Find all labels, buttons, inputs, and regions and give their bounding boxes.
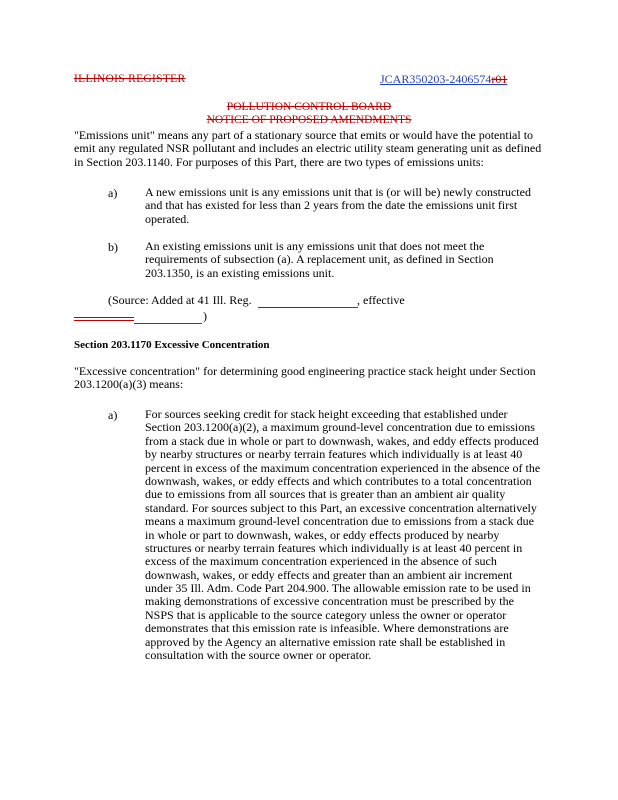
text-line: demonstrates that this emission rate is infeasible. Where demonstrations are [145, 621, 509, 636]
source-note-prefix: (Source: Added at 41 Ill. Reg. [108, 293, 252, 307]
source-blank-deleted-3 [74, 320, 134, 321]
section-item-a-text [145, 408, 540, 662]
text-line: "Emissions unit" means any part of a stationary source that emits or would have the potential to [74, 128, 534, 142]
jcar-code [380, 72, 507, 87]
text-line: in whole or part to downwash, wakes, or eddy effects produced by nearby [145, 527, 500, 542]
text-line: A new emissions unit is any emissions unit that is (or will be) newly constructed [145, 185, 531, 199]
text-line: emit any regulated NSR pollutant and includes an electric utility steam generating unit as defined [74, 141, 542, 156]
item-label-b: b) [108, 240, 118, 254]
emissions-unit-definition [74, 129, 541, 169]
source-blank-inserted [320, 307, 358, 308]
text-line: structures or nearby terrain features which individually is at least 40 percent in [145, 540, 523, 555]
text-line: An existing emissions unit is any emissions unit that does not meet the [145, 239, 485, 253]
source-blank-deleted-2 [74, 317, 134, 318]
text-line: in Section 203.1140. For purposes of this Part, there are two types of emissions units: [74, 154, 484, 169]
notice-title: NOTICE OF PROPOSED AMENDMENTS [206, 114, 412, 126]
register-header: ILLINOIS REGISTER [74, 73, 186, 85]
section-item-label-a: a) [108, 408, 118, 422]
item-a-text [145, 186, 531, 226]
source-blank-deleted [258, 307, 320, 308]
excessive-concentration-intro [74, 365, 536, 392]
text-line: consultation with the source owner or operator. [145, 648, 372, 663]
item-b-text [145, 240, 494, 280]
text-line: 203.1200(a)(3) means: [74, 377, 184, 392]
item-label-a: a) [108, 186, 118, 200]
source-note-close: ) [203, 309, 207, 323]
text-line: from a stack due in whole or part to downwash, wakes, and eddy effects produced [145, 433, 539, 448]
text-line: downwash, wakes, or eddy effects and greater than an ambient air increment [145, 567, 513, 582]
text-line: making demonstrations of excessive concentration must be prescribed by the [145, 594, 514, 609]
text-line: and that has existed for less than 2 years from the date the emissions unit first [145, 198, 518, 213]
text-line: by nearby structures or nearby terrain features which individually is at least 40 [145, 447, 523, 462]
source-blank-inserted-2 [134, 323, 202, 324]
jcar-code-deleted: r01 [491, 72, 508, 86]
text-line: percent in excess of the maximum concentration experienced in the absence of the [145, 460, 541, 475]
text-line: operated. [145, 211, 190, 226]
board-title: POLLUTION CONTROL BOARD [226, 101, 392, 113]
text-line: standard. For sources subject to this Part, an excessive concentration alternatively [145, 500, 537, 515]
source-note-suffix: , effective [357, 293, 405, 307]
section-heading: Section 203.1170 Excessive Concentration [74, 339, 270, 351]
text-line: due to emissions from all sources that is greater than an ambient air quality [145, 487, 506, 502]
text-line: under 35 Ill. Adm. Code Part 204.900. The allowable emission rate to be used in [145, 581, 531, 596]
text-line: "Excessive concentration" for determining good engineering practice stack height under Section [74, 364, 536, 378]
text-line: downwash, wakes, or eddy effects and which contributes to a total concentration [145, 473, 532, 488]
text-line: requirements of subsection (a). A replacement unit, as defined in Section [145, 252, 494, 267]
text-line: NSPS that is applicable to the source category unless the owner or operator [145, 607, 507, 622]
text-line: Section 203.1200(a)(2), a maximum ground-level concentration due to emissions [145, 420, 535, 435]
text-line: approved by the Agency an alternative emission rate shall be established in [145, 634, 506, 649]
text-line: For sources seeking credit for stack height exceeding that established under [145, 407, 508, 421]
jcar-code-inserted: JCAR350203-2406574 [380, 72, 492, 86]
text-line: means a maximum ground-level concentration due to emissions from a stack due [145, 514, 534, 529]
text-line: excess of the maximum concentration experienced in the absence of such [145, 554, 497, 569]
text-line: 203.1350, is an existing emissions unit. [145, 265, 335, 280]
